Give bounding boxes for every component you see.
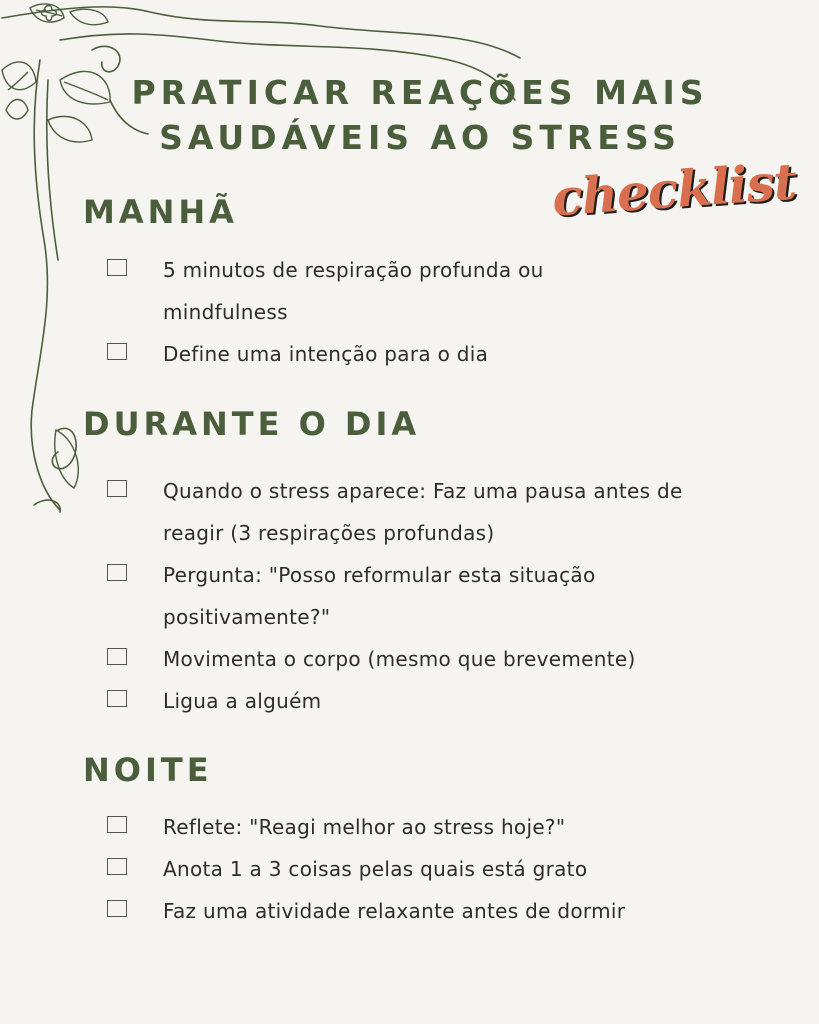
checklist-item-text: Faz uma atividade relaxante antes de dormir [163, 899, 626, 923]
page-title-line-2: SAUDÁVEIS AO STRESS [159, 118, 681, 157]
section-heading-manha: MANHÃ [83, 193, 238, 231]
checklist-item-text: Quando o stress aparece: Faz uma pausa antes de reagir (3 respirações profundas) [163, 479, 683, 545]
section-heading-durante-o-dia: DURANTE O DIA [83, 405, 421, 443]
checklist-item [105, 806, 725, 848]
checklist-item-text: Anota 1 a 3 coisas pelas quais está grato [163, 857, 588, 881]
checkbox[interactable] [107, 564, 127, 581]
checklist-item [105, 554, 725, 638]
checkbox[interactable] [107, 858, 127, 875]
checklist-noite [105, 806, 725, 932]
checklist-durante-o-dia [105, 470, 725, 722]
checklist-item-text: Reflete: "Reagi melhor ao stress hoje?" [163, 815, 566, 839]
checklist-item [105, 848, 725, 890]
checkbox[interactable] [107, 816, 127, 833]
checkbox[interactable] [107, 259, 127, 276]
checklist-item [105, 249, 633, 333]
checklist-item-text: Ligua a alguém [163, 689, 322, 713]
checkbox[interactable] [107, 648, 127, 665]
checklist-item-text: Pergunta: "Posso reformular esta situação positivamente?" [163, 563, 596, 629]
checklist-item-text: Movimenta o corpo (mesmo que brevemente) [163, 647, 636, 671]
checklist-script-label: checklist [550, 151, 798, 228]
checklist-item-text: 5 minutos de respiração profunda ou mindfulness [163, 258, 544, 324]
checklist-item [105, 470, 723, 554]
section-heading-noite: NOITE [83, 751, 213, 789]
checkbox[interactable] [107, 480, 127, 497]
page-title-line-1: PRATICAR REAÇÕES MAIS [131, 73, 709, 112]
checkbox[interactable] [107, 343, 127, 360]
checklist-item [105, 890, 725, 932]
checklist-manha [105, 249, 725, 375]
checklist-item [105, 333, 725, 375]
page-title [100, 70, 740, 160]
checklist-item-text: Define uma intenção para o dia [163, 342, 489, 366]
checkbox[interactable] [107, 900, 127, 917]
checkbox[interactable] [107, 690, 127, 707]
checklist-item [105, 638, 725, 680]
checklist-item [105, 680, 725, 722]
